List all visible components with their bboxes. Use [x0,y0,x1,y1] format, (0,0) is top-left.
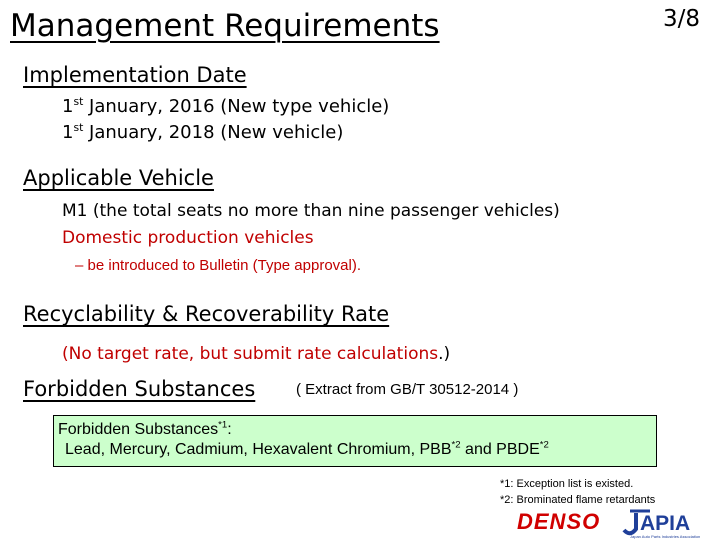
implementation-line-1 [62,95,389,119]
ordinal-suffix: st [73,95,84,108]
forbidden-substances-box [53,415,657,467]
footnote-1: *1: Exception list is existed. [500,478,634,490]
footnote-2: *2: Brominated flame retardants [500,494,656,506]
applicable-heading: Applicable Vehicle [23,166,214,190]
pbde-footnote-ref: *2 [539,439,549,451]
recyclability-heading: Recyclability & Recoverability Rate [23,302,390,326]
recyclability-note [62,342,450,366]
implementation-line-2 [62,121,343,145]
substance-list-text: Lead, Mercury, Cadmium, Hexavalent Chromium, PBB [65,441,452,458]
japia-logo [620,507,720,540]
ordinal-suffix: st [73,121,84,134]
japia-logo-graphic [620,507,720,540]
box-label-line [58,420,656,440]
implementation-heading: Implementation Date [23,63,247,87]
applicable-line-domestic: Domestic production vehicles [62,228,314,248]
svg-text:APIA: APIA [640,512,691,535]
denso-logo: DENSO [517,509,601,534]
box-label: Forbidden Substances [58,421,219,438]
forbidden-extract-source: ( Extract from GB/T 30512-2014 ) [296,381,519,398]
recyclability-note-text: (No target rate, but submit rate calculations [62,344,439,364]
substance-list-and: and PBDE [460,441,540,458]
box-substance-list [58,440,656,460]
applicable-line-m1: M1 (the total seats no more than nine passenger vehicles) [62,201,560,221]
page-number: 3/8 [663,6,701,32]
forbidden-heading: Forbidden Substances [23,377,256,401]
ordinal: 1 [62,96,74,117]
applicable-line-bulletin: – be introduced to Bulletin (Type approval). [75,257,362,274]
box-label-footnote-ref: *1 [218,419,228,431]
pbb-footnote-ref: *2 [451,439,461,451]
recyclability-note-close: ) [443,344,451,364]
date-text: January, 2018 (New vehicle) [83,122,344,143]
box-label-colon: : [227,421,232,438]
slide-title: Management Requirements [10,8,440,44]
japia-subtitle: Japan Auto Parts Industries Association [630,534,701,539]
recyclability-note-period: . [438,344,444,364]
ordinal: 1 [62,122,74,143]
date-text: January, 2016 (New type vehicle) [83,96,390,117]
